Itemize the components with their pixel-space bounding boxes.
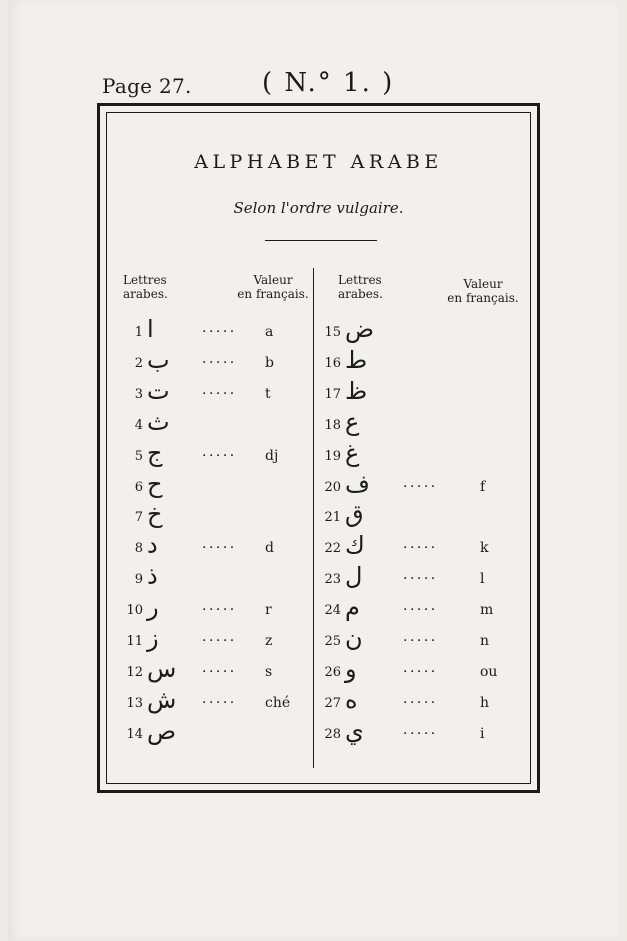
letter-entry (117, 593, 327, 624)
leader-dots: ..... (403, 659, 438, 676)
letter-entry (315, 469, 525, 501)
letter-entry (117, 716, 327, 748)
leader-dots: ..... (403, 721, 438, 738)
letter-entry (315, 345, 525, 377)
entry-number: 25 (324, 634, 341, 649)
letter-entry (117, 624, 327, 655)
entry-number: 26 (324, 664, 341, 680)
leader-dots: ..... (202, 381, 237, 398)
arabic-letter: و (345, 654, 357, 683)
leader-dots: ..... (403, 536, 438, 553)
header-line: en français. (237, 287, 309, 301)
arabic-letter: ه (345, 685, 358, 714)
arabic-letter: ا (147, 315, 154, 343)
entry-number: 28 (324, 726, 341, 742)
entry-number: 13 (126, 695, 143, 711)
title-rule (265, 240, 377, 241)
arabic-letter: ظ (345, 376, 368, 405)
french-value: d (265, 540, 274, 557)
french-value: a (265, 324, 274, 340)
arabic-letter: م (345, 593, 360, 622)
arabic-letter: ف (345, 469, 370, 498)
entry-number: 10 (126, 603, 143, 619)
arabic-letter: س (147, 654, 177, 683)
letter-entry (117, 654, 327, 686)
entry-number: 17 (324, 386, 341, 402)
leader-dots: ..... (202, 350, 237, 367)
arabic-letter: ح (147, 469, 163, 498)
arabic-letter: ت (147, 376, 170, 405)
entry-number: 7 (134, 510, 143, 526)
header-line: Valeur (463, 277, 503, 291)
arabic-letter: ب (147, 345, 170, 374)
french-value: l (480, 571, 485, 588)
header-line: arabes. (123, 287, 168, 301)
french-value: b (265, 354, 274, 371)
french-value: ou (480, 663, 498, 680)
header-line: Valeur (253, 273, 293, 287)
arabic-letter: ك (345, 531, 365, 560)
table-title: ALPHABET ARABE (194, 151, 443, 173)
letter-entry (315, 624, 525, 655)
letter-entry (315, 562, 525, 593)
leader-dots: ..... (403, 474, 438, 491)
arabic-letter: غ (345, 438, 360, 467)
leader-dots: ..... (202, 443, 237, 460)
french-value: s (265, 663, 273, 680)
leader-dots: ..... (403, 598, 438, 615)
arabic-letter: ل (345, 562, 363, 591)
letter-entry (315, 593, 525, 624)
entry-number: 5 (134, 448, 143, 464)
arabic-letter: ج (147, 438, 163, 467)
leader-dots: ..... (202, 659, 237, 676)
arabic-letter: ق (345, 500, 364, 529)
entry-number: 18 (324, 417, 341, 433)
arabic-letter: ي (345, 716, 364, 745)
arabic-letter: ز (147, 624, 159, 652)
header-line: en français. (447, 291, 519, 305)
right-value-header (445, 277, 521, 305)
letter-entry (117, 531, 327, 562)
header-line: Lettres (123, 273, 167, 287)
entry-number: 4 (134, 417, 143, 433)
entry-number: 11 (126, 634, 143, 649)
leader-dots: ..... (202, 536, 237, 553)
table-subtitle: Selon l'ordre vulgaire. (233, 199, 404, 217)
left-value-header (235, 273, 311, 301)
arabic-letter: خ (147, 500, 163, 529)
leader-dots: ..... (202, 598, 237, 615)
french-value: h (480, 694, 490, 711)
letter-entry (117, 562, 327, 593)
french-value: dj (265, 447, 279, 464)
letter-entry (117, 376, 327, 408)
arabic-letter: ش (147, 685, 177, 714)
letter-entry (117, 500, 327, 531)
letter-entry (117, 315, 327, 346)
letter-entry (315, 685, 525, 717)
entry-number: 23 (324, 572, 341, 588)
right-letters-header (338, 273, 383, 301)
french-value: f (480, 478, 486, 495)
entry-number: 3 (134, 386, 143, 402)
arabic-letter: ر (147, 593, 159, 622)
entry-number: 14 (126, 726, 143, 742)
plate-number: ( N.° 1. ) (262, 68, 395, 98)
french-value: t (265, 385, 271, 402)
arabic-letter: د (147, 531, 158, 560)
letter-entry (315, 716, 525, 748)
arabic-letter: ث (147, 407, 170, 436)
letter-entry (315, 376, 525, 408)
header-line: Lettres (338, 273, 382, 287)
arabic-letter: ع (345, 407, 360, 436)
page-label: Page 27. (102, 74, 192, 98)
arabic-letter: ض (345, 315, 375, 343)
entry-number: 19 (324, 448, 341, 464)
entry-number: 8 (134, 541, 143, 557)
leader-dots: ..... (202, 320, 237, 336)
entry-number: 20 (324, 479, 341, 495)
header-line: arabes. (338, 287, 383, 301)
letter-entry (315, 315, 525, 346)
leader-dots: ..... (202, 629, 237, 645)
letter-entry (117, 685, 327, 717)
leader-dots: ..... (403, 567, 438, 584)
table-frame (97, 103, 540, 793)
entry-number: 2 (134, 355, 143, 371)
letter-entry (315, 407, 525, 439)
arabic-letter: ص (147, 716, 177, 745)
entry-number: 6 (134, 479, 143, 495)
entry-number: 1 (134, 325, 143, 340)
table-frame-inner (106, 112, 531, 784)
letter-entry (315, 654, 525, 686)
letter-entry (315, 500, 525, 531)
letter-entry (117, 469, 327, 501)
arabic-letter: ط (345, 345, 368, 374)
french-value: m (480, 602, 494, 619)
french-value: z (265, 633, 273, 649)
entry-number: 27 (324, 695, 341, 711)
arabic-letter: ن (345, 624, 363, 652)
entry-number: 22 (324, 541, 341, 557)
arabic-letter: ذ (147, 562, 158, 591)
letter-entry (315, 438, 525, 470)
entry-number: 12 (126, 664, 143, 680)
french-value: i (480, 725, 485, 742)
entry-number: 16 (324, 355, 341, 371)
letter-entry (315, 531, 525, 562)
letter-entry (117, 438, 327, 470)
french-value: r (265, 602, 272, 619)
entry-number: 21 (324, 510, 341, 526)
left-letters-header (123, 273, 168, 301)
leader-dots: ..... (202, 690, 237, 707)
leader-dots: ..... (403, 629, 438, 645)
french-value: n (480, 633, 490, 649)
french-value: ché (265, 694, 291, 711)
letter-entry (117, 407, 327, 439)
leader-dots: ..... (403, 690, 438, 707)
entry-number: 9 (134, 572, 143, 588)
french-value: k (480, 540, 489, 557)
entry-number: 15 (324, 325, 341, 340)
page-header (0, 66, 627, 106)
entry-number: 24 (324, 603, 341, 619)
letter-entry (117, 345, 327, 377)
